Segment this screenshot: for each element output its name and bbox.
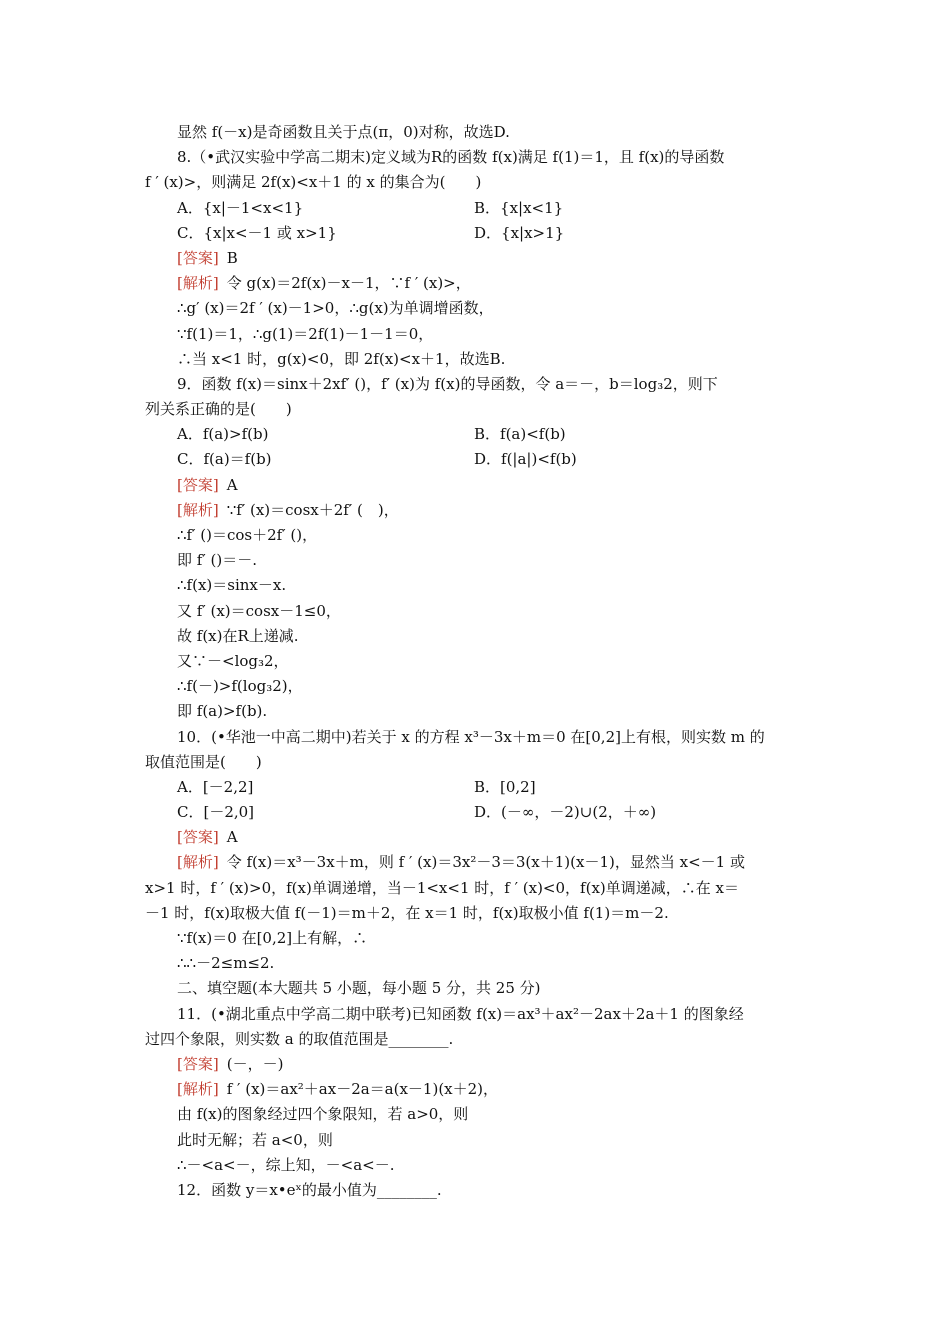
option-row <box>145 196 810 221</box>
text-line: 由 f(x)的图象经过四个象限知，若 a>0，则 <box>177 1105 469 1124</box>
answer-line <box>145 1052 810 1077</box>
answer-line <box>145 1077 810 1102</box>
answer-text: (－，－) <box>226 1054 284 1073</box>
text-line: －1 时，f(x)取极大值 f(－1)＝m＋2，在 x＝1 时，f(x)取极小值 f(1)＝m－2. <box>145 903 669 922</box>
text-line: 二、填空题(本大题共 5 小题，每小题 5 分，共 25 分) <box>177 979 541 998</box>
text-line: x>1 时，f ′ (x)>0，f(x)单调递增，当－1<x<1 时，f ′ (x)<0，f(x)单调递减，∴在 x＝ <box>145 878 739 897</box>
option-right: D．f(|a|)<f(b) <box>474 450 577 469</box>
text-line: 取值范围是( ) <box>145 752 262 771</box>
option-right: B．{x|x<1} <box>474 198 564 217</box>
answer-text: A <box>226 475 238 494</box>
text-line: ∴－<a<－，综上知，－<a<－. <box>177 1155 395 1174</box>
text-line: 即 f(a)>f(b). <box>177 702 268 721</box>
answer-tag: [答案] <box>177 248 219 267</box>
text-line: 8.（•武汉实验中学高二期末)定义域为R的函数 f(x)满足 f(1)＝1，且 f(x)的导函数 <box>177 148 725 167</box>
option-row <box>145 221 810 246</box>
answer-line <box>145 498 810 523</box>
answer-line <box>145 271 810 296</box>
option-left: C．{x|x<－1 或 x>1} <box>177 223 337 242</box>
answer-text: 令 f(x)＝x³－3x＋m，则 f ′ (x)＝3x²－3＝3(x＋1)(x－1)，显然当 x<－1 或 <box>226 853 745 872</box>
document-body <box>145 120 810 1203</box>
answer-text: A <box>226 828 238 847</box>
answer-line <box>145 825 810 850</box>
text-line: ∴∴－2≤m≤2. <box>177 954 275 973</box>
text-line: 此时无解；若 a<0，则 <box>177 1130 333 1149</box>
option-row <box>145 447 810 472</box>
text-line: 显然 f(－x)是奇函数且关于点(π，0)对称，故选D. <box>177 123 510 141</box>
text-line: ∴f(x)＝sinx－x. <box>177 576 287 595</box>
text-line: 列关系正确的是( ) <box>145 400 292 419</box>
text-line: 10．(•华池一中高二期中)若关于 x 的方程 x³－3x＋m＝0 在[0,2]上有根，则实数 m 的 <box>177 727 765 746</box>
option-row <box>145 775 810 800</box>
answer-tag: [答案] <box>177 828 219 847</box>
text-line: 故 f(x)在R上递减. <box>177 626 299 645</box>
option-left: A．f(a)>f(b) <box>177 425 269 444</box>
answer-text: f ′ (x)＝ax²＋ax－2a＝a(x－1)(x＋2)， <box>226 1080 499 1099</box>
text-line: 又 f′ (x)＝cosx－1≤0， <box>177 601 341 620</box>
text-line: 又∵－<log₃2， <box>177 651 289 670</box>
text-line: 12．函数 y＝x•eˣ的最小值为________. <box>177 1180 442 1199</box>
text-line: ∵f(1)＝1，∴g(1)＝2f(1)－1－1＝0， <box>177 324 434 343</box>
answer-text: B <box>226 248 238 267</box>
option-left: C．f(a)＝f(b) <box>177 450 272 469</box>
text-line: 11．(•湖北重点中学高二期中联考)已知函数 f(x)＝ax³＋ax²－2ax＋2a＋1 的图象经 <box>177 1004 744 1023</box>
answer-tag: [解析] <box>177 500 219 519</box>
answer-tag: [解析] <box>177 853 219 872</box>
text-line: ∴f(－)>f(log₃2)， <box>177 677 303 696</box>
text-line: 即 f′ ()＝－. <box>177 551 257 570</box>
answer-text: 令 g(x)＝2f(x)－x－1，∵f ′ (x)>， <box>226 274 471 293</box>
option-left: A．{x|－1<x<1} <box>177 198 304 217</box>
option-right: B．[0,2] <box>474 777 536 796</box>
option-row <box>145 800 810 825</box>
text-line: ∵f(x)＝0 在[0,2]上有解，∴ <box>177 929 368 947</box>
text-line: ∴g′ (x)＝2f ′ (x)－1>0，∴g(x)为单调增函数， <box>177 299 494 318</box>
text-line: 9．函数 f(x)＝sinx＋2xf′ ()，f′ (x)为 f(x)的导函数，令 a＝－，b＝log₃2，则下 <box>177 374 718 393</box>
answer-line <box>145 246 810 271</box>
text-line: ∴当 x<1 时，g(x)<0，即 2f(x)<x＋1，故选B. <box>177 349 506 368</box>
answer-tag: [解析] <box>177 1080 219 1099</box>
option-left: C．[－2,0] <box>177 803 255 822</box>
option-left: A．[－2,2] <box>177 777 254 796</box>
answer-tag: [解析] <box>177 274 219 293</box>
text-line: f ′ (x)>，则满足 2f(x)<x＋1 的 x 的集合为( ) <box>145 173 482 192</box>
option-row <box>145 422 810 447</box>
answer-line <box>145 850 810 875</box>
answer-line <box>145 473 810 498</box>
answer-tag: [答案] <box>177 1054 219 1073</box>
option-right: B．f(a)<f(b) <box>474 425 566 444</box>
option-right: D．(－∞，－2)∪(2，＋∞) <box>474 803 657 822</box>
text-line: ∴f′ ()＝cos＋2f′ ()， <box>177 526 318 544</box>
text-line: 过四个象限，则实数 a 的取值范围是________. <box>145 1029 454 1048</box>
option-right: D．{x|x>1} <box>474 223 565 242</box>
answer-tag: [答案] <box>177 475 219 494</box>
answer-text: ∵f′ (x)＝cosx＋2f′ ( )， <box>226 500 399 519</box>
